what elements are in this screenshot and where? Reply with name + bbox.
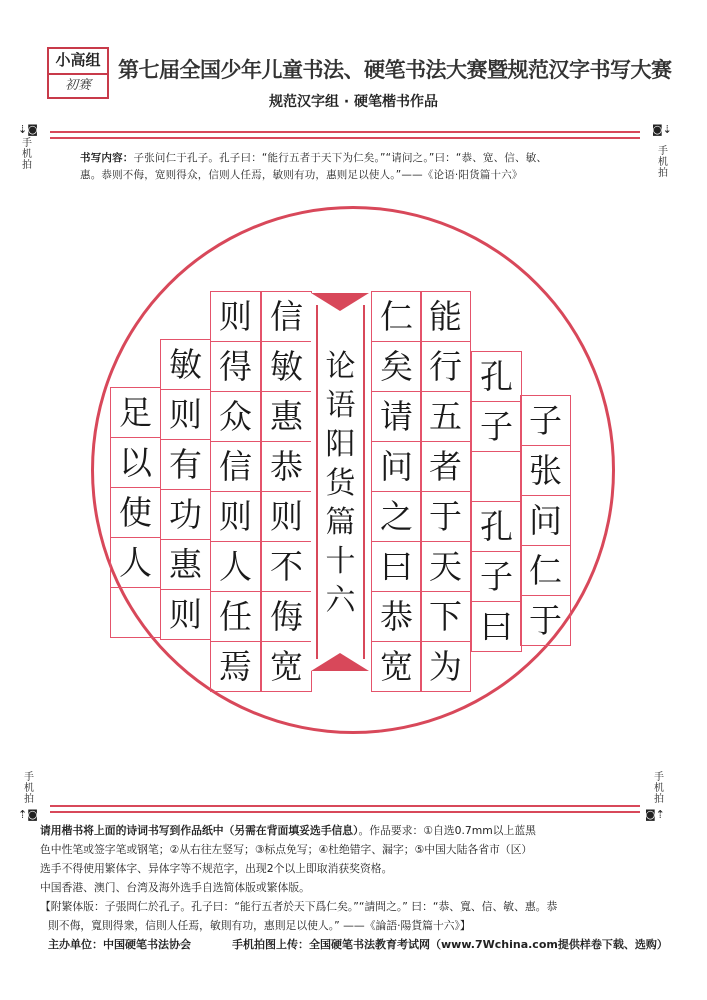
grid-cell: 焉	[210, 641, 261, 692]
grid-cell: 恭	[371, 591, 422, 642]
grid-cell: 为	[420, 641, 471, 692]
grid-cell	[471, 451, 522, 502]
grid-cell: 孔	[471, 351, 522, 402]
grid-cell: 功	[160, 489, 211, 540]
intro-line-1: 子张问仁于孔子。孔子曰：“能行五者于天下为仁矣。”“请问之。”曰：“恭、宽、信、敏、	[133, 152, 548, 164]
camera-arrow-icon: ◙⇣	[652, 123, 672, 136]
grid-cell: 仁	[371, 291, 422, 342]
grid-cell: 者	[420, 441, 471, 492]
banner-title	[311, 347, 370, 620]
grid-cell: 曰	[371, 541, 422, 592]
grid-cell: 则	[210, 491, 261, 542]
page-title: 第七届全国少年儿童书法、硬笔书法大赛暨规范汉字书写大赛	[118, 57, 672, 82]
page-subtitle: 规范汉字组 · 硬笔楷书作品	[268, 94, 439, 110]
grid-cell: 不	[261, 541, 312, 592]
camera-arrow-icon: ⇡◙	[18, 808, 38, 821]
grid-cell: 信	[210, 441, 261, 492]
grid-cell: 则	[160, 589, 211, 640]
banner-char: 语	[325, 388, 356, 423]
grid-cell: 敏	[261, 341, 312, 392]
side-mark-top-right: 手机拍	[658, 146, 668, 179]
grid-cell: 信	[261, 291, 312, 342]
grid-cell: 行	[420, 341, 471, 392]
organizer: 主办单位：中国硬笔书法协会	[48, 938, 191, 951]
level-label: 小高组	[49, 49, 107, 75]
bottom-rule-1	[50, 805, 640, 807]
grid-cell: 天	[420, 541, 471, 592]
intro-label: 书写内容：	[80, 152, 134, 164]
req-line-2: 色中性笔或签字笔或钢笔；②从右往左竖写；③标点免写；④杜绝错字、漏字；⑤中国大陆各省市（区）	[40, 843, 533, 856]
title-banner	[311, 293, 370, 671]
grid-cell	[110, 587, 161, 638]
top-rule-2	[50, 137, 640, 139]
grid-cell: 则	[210, 291, 261, 342]
grid-cell: 惠	[261, 391, 312, 442]
grid-cell: 使	[110, 487, 161, 538]
grid-cell: 任	[210, 591, 261, 642]
req-line-3: 选手不得使用繁体字、异体字等不规范字，出现2个以上即取消获奖资格。	[40, 862, 393, 875]
req-line-1-bold: 请用楷书将上面的诗词书写到作品纸中（另需在背面填妥选手信息）	[40, 824, 359, 837]
grid-cell: 孔	[471, 501, 522, 552]
grid-cell: 请	[371, 391, 422, 442]
grid-cell: 矣	[371, 341, 422, 392]
grid-cell: 问	[520, 495, 571, 546]
requirements	[40, 821, 680, 935]
grid-cell: 人	[110, 537, 161, 588]
req-line-6: 則不侮，寬則得衆，信則人任焉，敏則有功，惠則足以使人。” ——《論語·陽貨篇十六》】	[48, 919, 471, 932]
grid-cell: 侮	[261, 591, 312, 642]
req-line-4: 中国香港、澳门、台湾及海外选手自选简体版或繁体版。	[40, 881, 310, 894]
grid-cell: 众	[210, 391, 261, 442]
grid-cell: 则	[160, 389, 211, 440]
upload-info: 手机拍图上传：全国硬笔书法教育考试网（www.7Wchina.com提供样卷下载、选购）	[232, 938, 668, 951]
grid-cell: 宽	[261, 641, 312, 692]
content-intro	[80, 150, 625, 184]
banner-char: 六	[325, 583, 356, 618]
banner-char: 篇	[325, 505, 356, 540]
grid-cell: 能	[420, 291, 471, 342]
side-mark-bottom-right: 手机拍	[654, 772, 664, 805]
banner-char: 十	[325, 544, 356, 579]
grid-cell: 仁	[520, 545, 571, 596]
grid-cell: 则	[261, 491, 312, 542]
camera-arrow-icon: ⇣◙	[18, 123, 38, 136]
intro-line-2: 惠。恭则不侮，宽则得众，信则人任焉，敏则有功，惠则足以使人。”——《论语·阳货篇十六》	[80, 169, 523, 181]
side-mark-top-left: 手机拍	[22, 138, 32, 171]
grid-cell: 于	[520, 595, 571, 646]
grid-cell: 于	[420, 491, 471, 542]
grid-cell: 宽	[371, 641, 422, 692]
grid-cell: 张	[520, 445, 571, 496]
grid-cell: 得	[210, 341, 261, 392]
bottom-rule-2	[50, 811, 640, 813]
grid-cell: 子	[471, 551, 522, 602]
banner-char: 阳	[325, 427, 356, 462]
banner-char: 论	[325, 349, 356, 384]
side-mark-bottom-left: 手机拍	[24, 772, 34, 805]
req-line-5: 【附繁体版：子張問仁於孔子。孔子曰：“能行五者於天下爲仁矣。”“請問之。” 曰：“恭、寬、信、敏、惠。恭	[40, 900, 558, 913]
banner-char: 货	[325, 466, 356, 501]
grid-cell: 人	[210, 541, 261, 592]
grid-cell: 敏	[160, 339, 211, 390]
grid-cell: 有	[160, 439, 211, 490]
grid-cell: 问	[371, 441, 422, 492]
grid-cell: 子	[471, 401, 522, 452]
grid-cell: 曰	[471, 601, 522, 652]
grid-cell: 之	[371, 491, 422, 542]
grid-cell: 子	[520, 395, 571, 446]
camera-arrow-icon: ◙⇡	[645, 808, 665, 821]
grid-cell: 足	[110, 387, 161, 438]
grid-cell: 以	[110, 437, 161, 488]
round-label: 初赛	[64, 78, 91, 93]
grid-cell: 下	[420, 591, 471, 642]
grid-cell: 五	[420, 391, 471, 442]
top-rule-1	[50, 131, 640, 133]
req-line-1: 。作品要求：①自选0.7mm以上蓝黑	[358, 824, 536, 837]
grid-cell: 惠	[160, 539, 211, 590]
grid-cell: 恭	[261, 441, 312, 492]
banner-bottom-ornament	[311, 653, 369, 671]
